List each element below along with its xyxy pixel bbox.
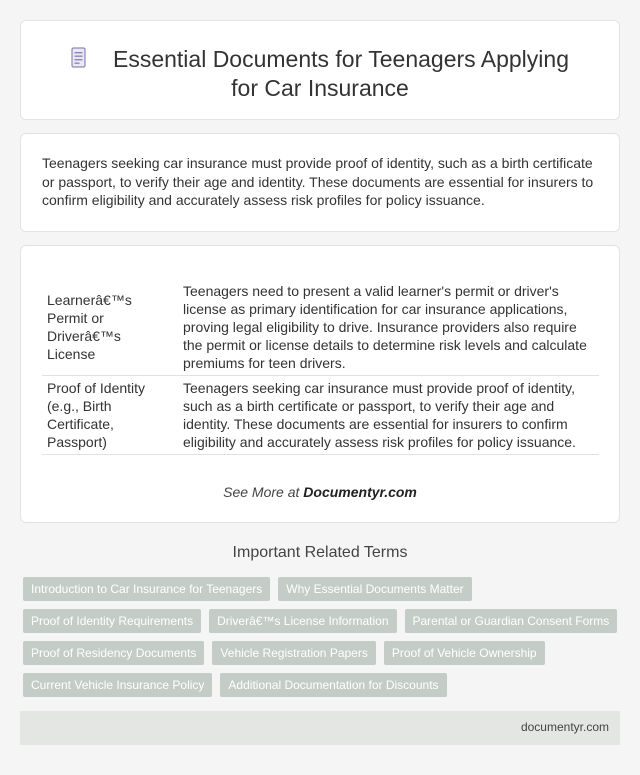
- footer-site-link[interactable]: documentyr.com: [520, 720, 609, 734]
- tag-row: [23, 609, 623, 633]
- related-term-tag[interactable]: Proof of Identity Requirements: [23, 609, 201, 633]
- intro-paragraph: Teenagers seeking car insurance must provide proof of identity, such as a birth certificate or passport, to verify their age and identity. These documents are essential for insurers to confirm eligibility and accurately assess risk profiles for policy issuance.: [42, 155, 594, 208]
- table-row: [42, 376, 599, 455]
- term-cell: Proof of Identity (e.g., Birth Certificate, Passport): [47, 380, 146, 450]
- document-icon: [71, 47, 87, 69]
- related-term-tag[interactable]: Proof of Residency Documents: [23, 641, 204, 665]
- header-card: [20, 20, 620, 120]
- related-terms-list: [23, 577, 623, 705]
- title-line-1: Essential Documents for Teenagers Applying: [112, 46, 569, 72]
- related-term-tag[interactable]: Current Vehicle Insurance Policy: [23, 673, 212, 697]
- related-term-tag[interactable]: Driverâ€™s License Information: [209, 609, 396, 633]
- title-line-2: for Car Insurance: [231, 75, 409, 101]
- documents-table: [42, 279, 599, 455]
- see-more-link[interactable]: [21, 484, 619, 500]
- see-more-prefix: See More at: [223, 484, 304, 500]
- documents-card: [20, 245, 620, 523]
- table-row: [42, 279, 599, 376]
- footer: [20, 711, 620, 745]
- tag-row: [23, 577, 623, 601]
- related-term-tag[interactable]: Additional Documentation for Discounts: [220, 673, 446, 697]
- related-term-tag[interactable]: Introduction to Car Insurance for Teenagers: [23, 577, 270, 601]
- related-term-tag[interactable]: Parental or Guardian Consent Forms: [405, 609, 618, 633]
- page-title: [21, 45, 619, 103]
- description-cell: Teenagers seeking car insurance must provide proof of identity, such as a birth certificate or passport, to verify their age and identity. These documents are essential for insurers to confirm eligibility and accurately assess risk profiles for policy issuance.: [183, 380, 576, 450]
- intro-card: [20, 133, 620, 232]
- related-term-tag[interactable]: Proof of Vehicle Ownership: [384, 641, 545, 665]
- related-term-tag[interactable]: Why Essential Documents Matter: [278, 577, 471, 601]
- related-terms-heading: Important Related Terms: [232, 544, 408, 561]
- description-cell: Teenagers need to present a valid learner's permit or driver's license as primary identification for car insurance applications, proving legal eligibility to drive. Insurance providers also require the permit or license details to determine risk levels and calculate premiums for teen drivers.: [183, 283, 587, 371]
- see-more-site[interactable]: Documentyr.com: [303, 484, 417, 500]
- term-cell: Learnerâ€™s Permit or Driverâ€™s License: [47, 292, 132, 362]
- related-term-tag[interactable]: Vehicle Registration Papers: [212, 641, 375, 665]
- tag-row: [23, 673, 623, 697]
- tag-row: [23, 641, 623, 665]
